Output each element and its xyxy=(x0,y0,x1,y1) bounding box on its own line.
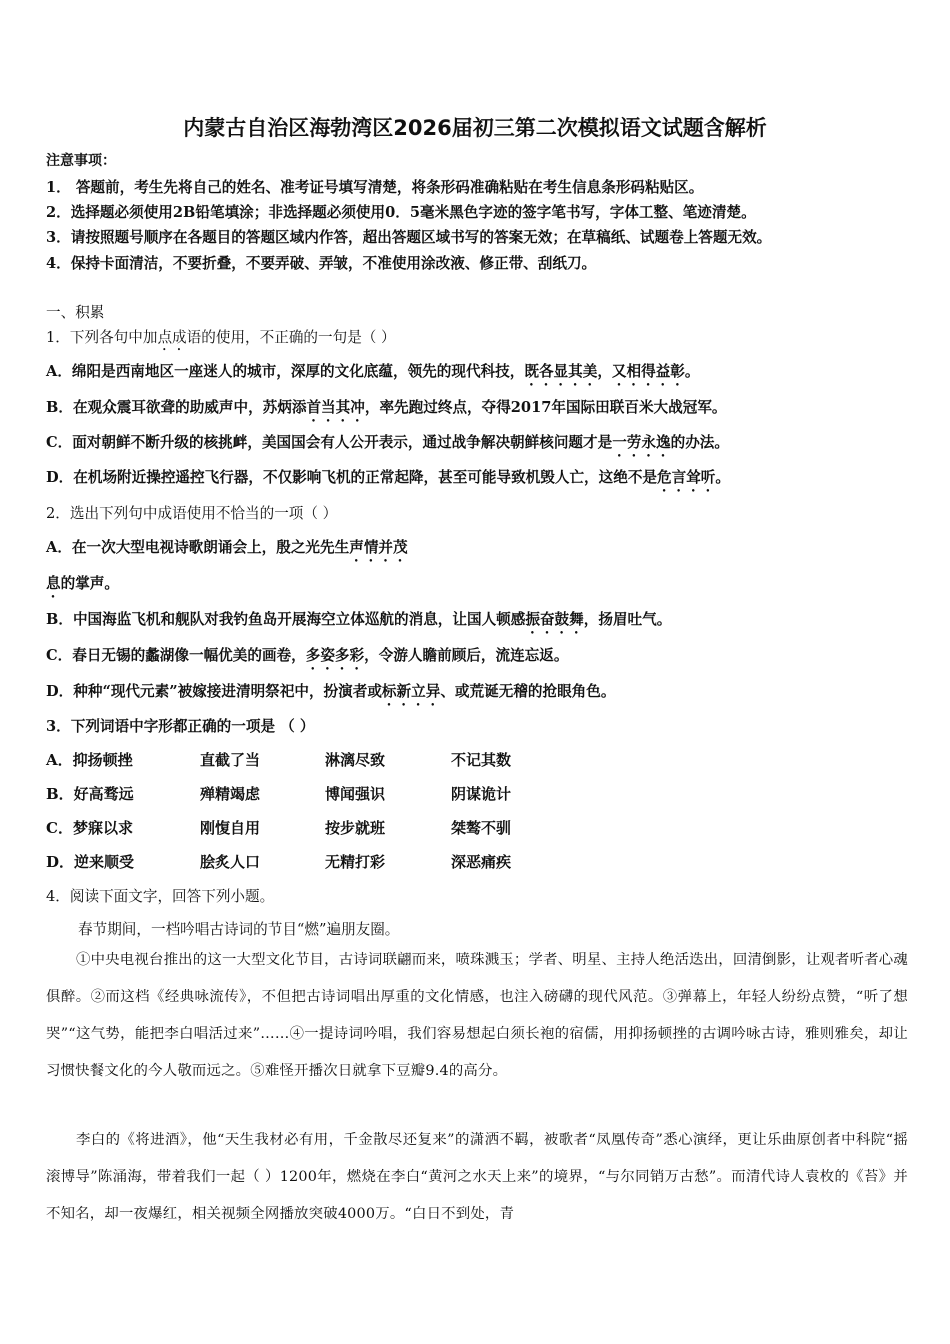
word: 博闻强识 xyxy=(325,785,386,803)
word: 直截了当 xyxy=(200,751,261,769)
word: 阴谋诡计 xyxy=(451,785,512,803)
word: 淋漓尽致 xyxy=(325,751,386,769)
passage-intro: 春节期间，一档吟唱古诗词的节目“燃”遍朋友圈。 xyxy=(78,921,400,938)
q1-stem-text: 1．下列各句中加 xyxy=(46,329,158,346)
notice-item: 1． 答题前，考生先将自己的姓名、准考证号填写清楚，将条形码准确粘贴在考生信息条形码粘贴区。 xyxy=(46,179,704,196)
word: 无精打彩 xyxy=(325,853,386,871)
q1-stem-emphasis: 点成 xyxy=(157,329,187,346)
notice-item: 3．请按照题号顺序在各题目的答题区域内作答，超出答题区域书写的答案无效；在草稿纸、试题卷上答题无效。 xyxy=(46,229,772,246)
passage-paragraph: ①中央电视台推出的这一大型文化节目，古诗词联翩而来，喷珠溅玉；学者、明星、主持人绝活迭出，回清倒影，让观者听者心魂俱醉。②而这档《经典咏流传》，不但把古诗词唱出厚重的文化情感，也注入磅礴的现代风范。③弹幕上，年轻人纷纷点赞，“听了想哭”“这气势，能把李白唱活过来”……④一提诗词吟唱，我们容易想起白须长袍的宿儒，用抑扬顿挫的古调吟咏古诗，雅则雅矣，却让习惯快餐文化的今人敬而远之。⑤难怪开播次日就拿下豆瓣9.4的高分。 xyxy=(46,952,908,1079)
option-a-continued: 息的掌声。 xyxy=(46,575,119,592)
passage-paragraph: 李白的《将进酒》，他“天生我材必有用，千金散尽还复来”的潇洒不羁，被歌者“凤凰传奇”悉心演绎，更让乐曲原创者中科院“摇滚博导”陈涌海，带着我们一起（ ）1200年，燃烧在李白“黄河之水天上来”的境界，“与尔同销万古愁”。而清代诗人袁枚的《苔》并不知名，却一夜爆红，相关视频全网播放突破4000万。“白日不到处，青 xyxy=(46,1132,908,1222)
option-label: D．逆来顺受 xyxy=(46,853,135,871)
option-d: D．在机场附近操控遥控飞行器，不仅影响飞机的正常起降，甚至可能导致机毁人亡，这绝不是危言耸听。 xyxy=(46,469,731,486)
option-c: C．面对朝鲜不断升级的核挑衅，美国国会有人公开表示，通过战争解决朝鲜核问题才是一劳永逸的办法。 xyxy=(46,434,729,451)
option-a: A．绵阳是西南地区一座迷人的城市，深厚的文化底蕴，领先的现代科技，既各显其美，又相得益彰。 xyxy=(46,363,700,380)
option-label: C．梦寐以求 xyxy=(46,819,133,837)
notice-item: 4．保持卡面清洁，不要折叠，不要弄破、弄皱，不准使用涂改液、修正带、刮纸刀。 xyxy=(46,255,597,272)
option-c: C．春日无锡的蠡湖像一幅优美的画卷，多姿多彩，令游人瞻前顾后，流连忘返。 xyxy=(46,647,569,664)
word: 不记其数 xyxy=(451,751,512,769)
question-stem: 2．选出下列句中成语使用不恰当的一项（ ） xyxy=(46,505,338,522)
word: 脍炙人口 xyxy=(200,853,261,871)
option-b: B．在观众震耳欲聋的助威声中，苏炳添首当其冲，率先跑过终点，夺得2017年国际田联百米大战冠军。 xyxy=(46,399,727,416)
exam-title: 内蒙古自治区海勃湾区2026届初三第二次模拟语文试题含解析 xyxy=(183,116,767,140)
question-stem: 3．下列词语中字形都正确的一项是 （ ） xyxy=(46,718,315,735)
word: 深恶痛疾 xyxy=(451,853,512,871)
word: 按步就班 xyxy=(325,819,386,837)
option-b: B．中国海监飞机和舰队对我钓鱼岛开展海空立体巡航的消息，让国人顿感振奋鼓舞，扬眉吐气。 xyxy=(46,611,672,628)
notice-heading: 注意事项： xyxy=(46,153,116,169)
word: 殚精竭虑 xyxy=(200,785,261,803)
option-a: A．在一次大型电视诗歌朗诵会上，殷之光先生声情并茂 xyxy=(46,539,408,556)
option-label: B．好高骛远 xyxy=(46,785,134,803)
word: 桀骜不驯 xyxy=(451,819,512,837)
notice-item: 2．选择题必须使用2B铅笔填涂；非选择题必须使用0．5毫米黑色字迹的签字笔书写，字体工整、笔迹清楚。 xyxy=(46,204,756,221)
question-stem: 4．阅读下面文字，回答下列小题。 xyxy=(46,888,275,905)
option-label: A．抑扬顿挫 xyxy=(46,751,133,769)
option-d: D．种种“现代元素”被嫁接进清明祭祀中，扮演者或标新立异、或荒诞无稽的抢眼角色。 xyxy=(46,683,616,700)
q1-stem-text-end: 语的使用，不正确的一句是（ ） xyxy=(186,329,396,346)
word: 刚愎自用 xyxy=(200,819,261,837)
section-heading: 一、积累 xyxy=(46,304,105,321)
question-stem xyxy=(46,326,396,354)
